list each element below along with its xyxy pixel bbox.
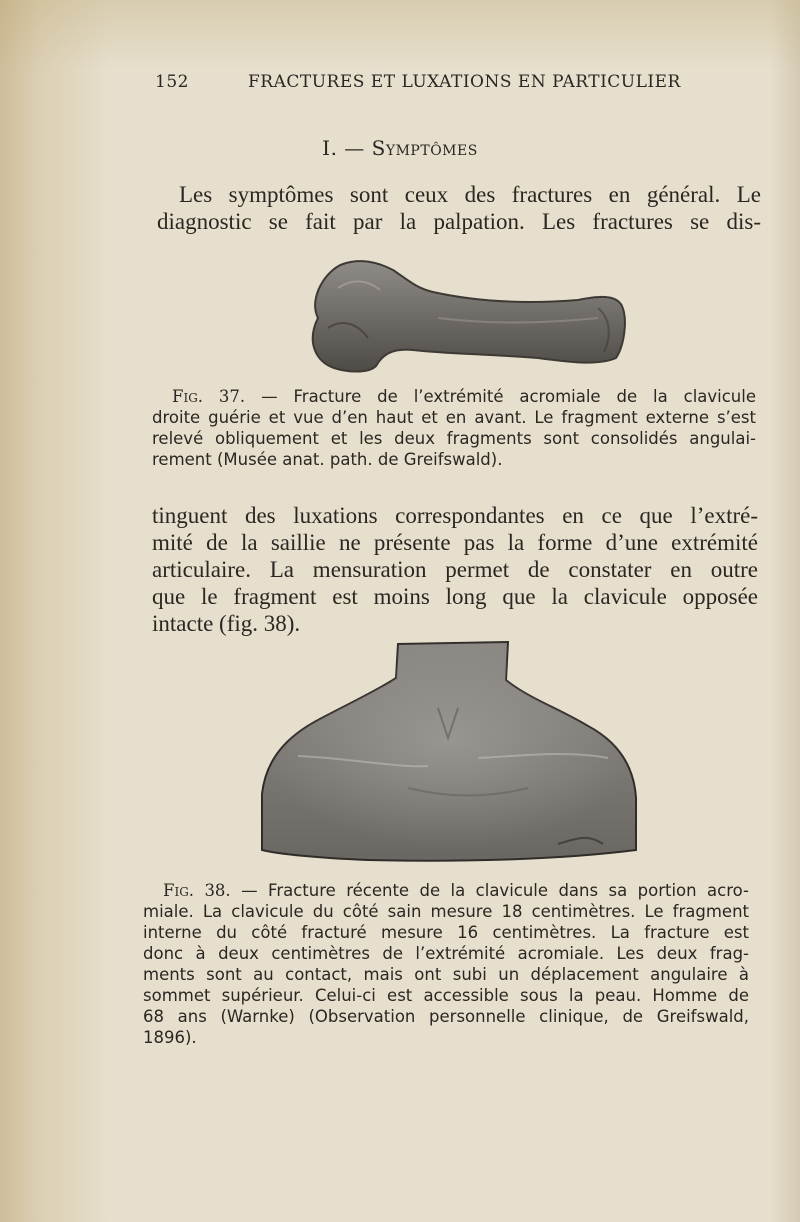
caption-line: ments sont au contact, mais ont subi un déplacement angulaire à [143, 965, 749, 984]
figure-38-caption [143, 880, 749, 1048]
figure-37-clavicle-image [298, 258, 628, 376]
paragraph-line: diagnostic se fait par la palpation. Les fractures se dis- [157, 209, 761, 234]
paragraph-line: Les symptômes sont ceux des fractures en général. Le [179, 182, 761, 207]
caption-line: rement (Musée anat. path. de Greifswald). [152, 450, 503, 469]
figure-38-shoulder-image [258, 638, 640, 868]
caption-line: 1896). [143, 1028, 197, 1047]
section-title: Symptômes [371, 136, 478, 160]
running-title: FRACTURES ET LUXATIONS EN PARTICULIER [248, 72, 681, 92]
caption-line: miale. La clavicule du côté sain mesure 18 centimètres. Le fragment [143, 902, 749, 921]
caption-line: interne du côté fracturé mesure 16 centimètres. La fracture est [143, 923, 749, 942]
figure-37-caption [152, 386, 756, 470]
figure-38-label: Fig. 38. [163, 881, 231, 900]
page-number: 152 [155, 72, 189, 92]
caption-line: droite guérie et vue d’en haut et en avant. Le fragment externe s’est [152, 408, 756, 427]
paragraph-line: intacte (fig. 38). [152, 611, 301, 636]
paragraph-line: tinguent des luxations correspondantes en ce que l’extré- [152, 503, 758, 528]
paragraph-1 [157, 181, 761, 235]
section-number: I. [322, 136, 338, 160]
paragraph-line: mité de la saillie ne présente pas la forme d’une extrémité [152, 530, 758, 555]
section-dash: — [344, 136, 365, 160]
caption-line: — Fracture de l’extrémité acromiale de la clavicule [261, 387, 756, 406]
caption-line: 68 ans (Warnke) (Observation personnelle clinique, de Greifswald, [143, 1007, 749, 1026]
paragraph-2 [152, 502, 758, 637]
caption-line: relevé obliquement et les deux fragments sont consolidés angulai- [152, 429, 756, 448]
caption-line: — Fracture récente de la clavicule dans sa portion acro- [241, 881, 749, 900]
caption-line: sommet supérieur. Celui-ci est accessible sous la peau. Homme de [143, 986, 749, 1005]
section-heading [0, 136, 800, 160]
paragraph-line: articulaire. La mensuration permet de constater en outre [152, 557, 758, 582]
paragraph-line: que le fragment est moins long que la clavicule opposée [152, 584, 758, 609]
figure-37-label: Fig. 37. [172, 387, 246, 406]
caption-line: donc à deux centimètres de l’extrémité acromiale. Les deux frag- [143, 944, 749, 963]
